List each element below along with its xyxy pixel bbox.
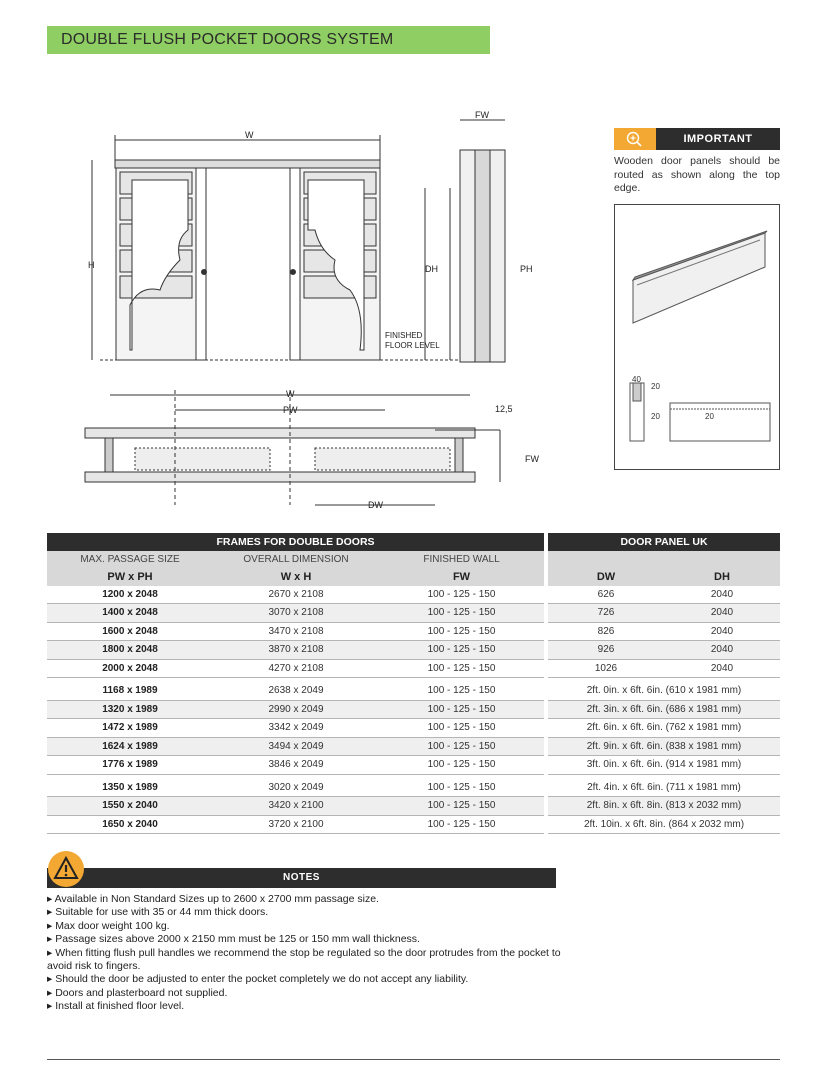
- cell-overall-dimension: 3070 x 2108: [213, 604, 379, 623]
- cell-finished-wall: 100 - 125 - 150: [379, 737, 544, 756]
- label-floor-level: FLOOR LEVEL: [385, 341, 440, 350]
- col1-top: MAX. PASSAGE SIZE: [47, 551, 213, 569]
- cell-finished-wall: 100 - 125 - 150: [379, 815, 544, 834]
- cell-passage-size: 1800 x 2048: [47, 641, 213, 660]
- cell-finished-wall: 100 - 125 - 150: [379, 719, 544, 738]
- cell-dh: 2040: [664, 604, 780, 623]
- cell-finished-wall: 100 - 125 - 150: [379, 756, 544, 775]
- cell-passage-size: 1200 x 2048: [47, 586, 213, 604]
- table-row: [47, 622, 780, 641]
- specs-table: [47, 533, 780, 834]
- label-dh: DH: [425, 264, 438, 274]
- label-w: W: [245, 130, 254, 140]
- cell-door-panel-uk: 2ft. 4in. x 6ft. 6in. (711 x 1981 mm): [548, 779, 780, 797]
- table-row: [47, 737, 780, 756]
- table-row: [47, 756, 780, 775]
- note-item: ▸ Install at finished floor level.: [47, 1000, 185, 1013]
- cell-dw: 626: [548, 586, 664, 604]
- cell-door-panel-uk: 2ft. 9in. x 6ft. 6in. (838 x 1981 mm): [548, 737, 780, 756]
- cell-door-panel-uk: 2ft. 10in. x 6ft. 8in. (864 x 2032 mm): [548, 815, 780, 834]
- table-row: [47, 719, 780, 738]
- cell-passage-size: 1320 x 1989: [47, 700, 213, 719]
- notes-header: NOTES: [47, 868, 556, 888]
- table-row: [47, 700, 780, 719]
- cell-finished-wall: 100 - 125 - 150: [379, 604, 544, 623]
- col3-top: FINISHED WALL: [379, 551, 544, 569]
- dim-20-a: 20: [651, 382, 660, 391]
- cell-overall-dimension: 3720 x 2100: [213, 815, 379, 834]
- cell-passage-size: 1624 x 1989: [47, 737, 213, 756]
- cell-door-panel-uk: 3ft. 0in. x 6ft. 6in. (914 x 1981 mm): [548, 756, 780, 775]
- magnifier-plus-icon: [614, 128, 656, 150]
- cell-door-panel-uk: 2ft. 6in. x 6ft. 6in. (762 x 1981 mm): [548, 719, 780, 738]
- table-row: [47, 586, 780, 604]
- dim-40: 40: [632, 375, 641, 384]
- cell-passage-size: 2000 x 2048: [47, 659, 213, 678]
- note-item: ▸ Available in Non Standard Sizes up to 2600 x 2700 mm passage size.: [47, 893, 379, 905]
- col3-bottom: FW: [379, 568, 544, 586]
- cell-dh: 2040: [664, 659, 780, 678]
- col2-top: OVERALL DIMENSION: [213, 551, 379, 569]
- label-ph: PH: [520, 264, 533, 274]
- cell-overall-dimension: 4270 x 2108: [213, 659, 379, 678]
- routing-detail-box: [614, 204, 780, 470]
- label-fw-plan: FW: [525, 454, 539, 464]
- cell-finished-wall: 100 - 125 - 150: [379, 682, 544, 700]
- label-dw: DW: [368, 500, 383, 510]
- title-bar: [47, 26, 490, 54]
- col4-bottom: DW: [548, 568, 664, 586]
- technical-drawing: [80, 110, 539, 520]
- cell-passage-size: 1472 x 1989: [47, 719, 213, 738]
- cell-overall-dimension: 3846 x 2049: [213, 756, 379, 775]
- label-w-plan: W: [286, 389, 295, 399]
- table-row: [47, 641, 780, 660]
- table-row: [47, 659, 780, 678]
- note-item: ▸ Should the door be adjusted to enter the pocket completely we do not accept any liability.: [47, 973, 469, 986]
- warning-triangle-icon: [48, 851, 84, 887]
- notes-list: [47, 893, 567, 1014]
- table-row: [47, 682, 780, 700]
- cell-finished-wall: 100 - 125 - 150: [379, 659, 544, 678]
- page-title: DOUBLE FLUSH POCKET DOORS SYSTEM: [61, 31, 394, 48]
- label-fw: FW: [475, 110, 489, 120]
- label-h: H: [88, 260, 95, 270]
- note-item: ▸ When fitting flush pull handles we recommend the stop be regulated so the door protrudes from the pocket to avoid risk to fingers.: [47, 946, 561, 973]
- cell-passage-size: 1650 x 2040: [47, 815, 213, 834]
- cell-passage-size: 1400 x 2048: [47, 604, 213, 623]
- band-frames: FRAMES FOR DOUBLE DOORS: [47, 533, 544, 551]
- cell-door-panel-uk: 2ft. 3in. x 6ft. 6in. (686 x 1981 mm): [548, 700, 780, 719]
- cell-overall-dimension: 3342 x 2049: [213, 719, 379, 738]
- cell-overall-dimension: 2638 x 2049: [213, 682, 379, 700]
- cell-finished-wall: 100 - 125 - 150: [379, 700, 544, 719]
- important-label: IMPORTANT: [683, 133, 753, 145]
- cell-overall-dimension: 3494 x 2049: [213, 737, 379, 756]
- table-row: [47, 797, 780, 816]
- cell-finished-wall: 100 - 125 - 150: [379, 586, 544, 604]
- cell-passage-size: 1776 x 1989: [47, 756, 213, 775]
- cell-finished-wall: 100 - 125 - 150: [379, 797, 544, 816]
- cell-dw: 1026: [548, 659, 664, 678]
- label-12-5: 12,5: [495, 404, 513, 414]
- important-header: [614, 128, 780, 150]
- cell-door-panel-uk: 2ft. 8in. x 6ft. 8in. (813 x 2032 mm): [548, 797, 780, 816]
- cell-finished-wall: 100 - 125 - 150: [379, 641, 544, 660]
- cell-door-panel-uk: 2ft. 0in. x 6ft. 6in. (610 x 1981 mm): [548, 682, 780, 700]
- cell-passage-size: 1550 x 2040: [47, 797, 213, 816]
- cell-dh: 2040: [664, 586, 780, 604]
- col2-bottom: W x H: [213, 568, 379, 586]
- cell-passage-size: 1600 x 2048: [47, 622, 213, 641]
- table-row: [47, 604, 780, 623]
- cell-dw: 826: [548, 622, 664, 641]
- cell-dw: 926: [548, 641, 664, 660]
- cell-overall-dimension: 3420 x 2100: [213, 797, 379, 816]
- cell-overall-dimension: 2670 x 2108: [213, 586, 379, 604]
- dim-20-c: 20: [705, 412, 714, 421]
- label-finished: FINISHED: [385, 331, 423, 340]
- note-item: ▸ Max door weight 100 kg.: [47, 919, 170, 932]
- cell-finished-wall: 100 - 125 - 150: [379, 622, 544, 641]
- band-door-panel: DOOR PANEL UK: [548, 533, 780, 551]
- important-text: Wooden door panels should be routed as shown along the top edge.: [614, 155, 780, 194]
- cell-overall-dimension: 3870 x 2108: [213, 641, 379, 660]
- cell-overall-dimension: 3020 x 2049: [213, 779, 379, 797]
- cell-overall-dimension: 3470 x 2108: [213, 622, 379, 641]
- cell-passage-size: 1168 x 1989: [47, 682, 213, 700]
- cell-dh: 2040: [664, 622, 780, 641]
- footer-divider: [47, 1059, 780, 1060]
- col5-bottom: DH: [664, 568, 780, 586]
- table-row: [47, 779, 780, 797]
- note-item: ▸ Suitable for use with 35 or 44 mm thick doors.: [47, 906, 269, 919]
- cell-dw: 726: [548, 604, 664, 623]
- note-item: ▸ Doors and plasterboard not supplied.: [47, 986, 228, 999]
- cell-overall-dimension: 2990 x 2049: [213, 700, 379, 719]
- table-row: [47, 815, 780, 834]
- dim-20-b: 20: [651, 412, 660, 421]
- cell-dh: 2040: [664, 641, 780, 660]
- label-pw: PW: [283, 405, 298, 415]
- note-item: ▸ Passage sizes above 2000 x 2150 mm must be 125 or 150 mm wall thickness.: [47, 933, 420, 946]
- cell-finished-wall: 100 - 125 - 150: [379, 779, 544, 797]
- cell-passage-size: 1350 x 1989: [47, 779, 213, 797]
- col1-bottom: PW x PH: [47, 568, 213, 586]
